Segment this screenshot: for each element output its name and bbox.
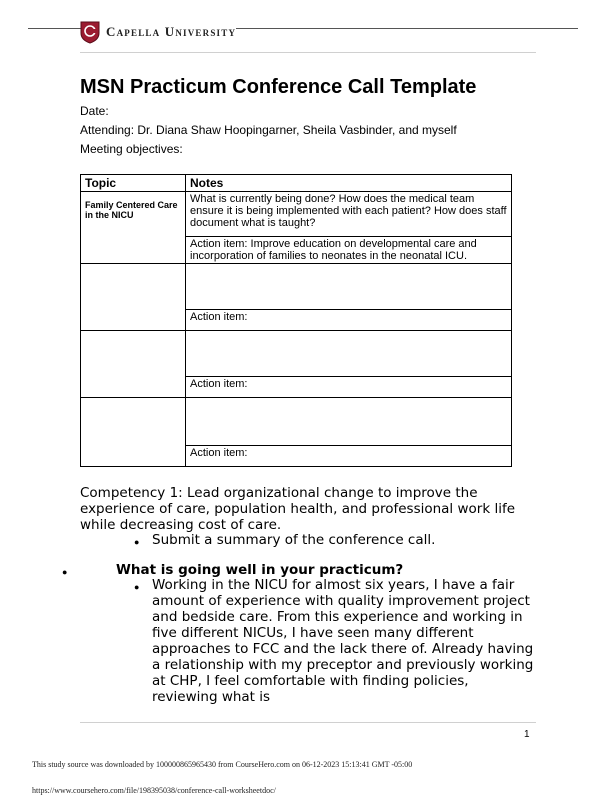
- source-url: https://www.coursehero.com/file/198395038/conference-call-worksheetdoc/: [32, 786, 276, 795]
- answer-paragraph: Working in the NICU for almost six years, I have a fair amount of experience with quality improvement project and bedside care. From this experience and working in five different NICUs, I have seen many different approaches to FCC and the lack there of. Already having a relationship with my preceptor and previously working at CHP, I feel comfortable with finding policies, reviewing what is: [152, 577, 534, 705]
- notes-cell: What is currently being done? How does the medical team ensure it is being implemented with each patient? How does staff document what is taught?: [186, 192, 512, 237]
- question-heading: What is going well in your practicum?: [116, 562, 404, 578]
- action-item-cell: Action item:: [186, 310, 512, 331]
- topic-header: Topic: [81, 175, 186, 192]
- topic-cell: [81, 331, 186, 398]
- document-title: MSN Practicum Conference Call Template: [80, 76, 477, 98]
- action-item-cell: Action item:: [186, 446, 512, 467]
- header-line-left: [28, 28, 86, 29]
- header-rule: [80, 52, 536, 53]
- header-line-right: [236, 28, 578, 29]
- bullet-icon: ●: [134, 582, 140, 592]
- notes-cell: [186, 398, 512, 446]
- bullet-icon: ●: [134, 537, 140, 547]
- objectives-label: Meeting objectives:: [80, 142, 183, 156]
- shield-icon: [80, 20, 100, 44]
- bullet-icon: ●: [62, 567, 68, 577]
- date-label: Date:: [80, 104, 109, 118]
- topic-cell: Family Centered Care in the NICU: [81, 192, 186, 264]
- footer-rule: [80, 722, 536, 723]
- notes-header: Notes: [186, 175, 512, 192]
- action-item-cell: Action item: Improve education on developmental care and incorporation of families to neonates in the neonatal ICU.: [186, 237, 512, 264]
- action-item-cell: Action item:: [186, 377, 512, 398]
- page-number: 1: [524, 729, 530, 740]
- topic-cell: [81, 264, 186, 331]
- attending-line: Attending: Dr. Diana Shaw Hoopingarner, Sheila Vasbinder, and myself: [80, 123, 457, 137]
- notes-cell: [186, 264, 512, 310]
- topic-cell: [81, 398, 186, 467]
- competency-text: Competency 1: Lead organizational change to improve the experience of care, population health, and professional work life while decreasing cost of care.: [80, 485, 515, 533]
- download-notice: This study source was downloaded by 100000865965430 from CourseHero.com on 06-12-2023 15:13:41 GMT -05:00: [32, 760, 413, 769]
- conference-table: [80, 174, 512, 467]
- brand-name: Capella University: [106, 24, 237, 39]
- university-logo: [80, 20, 236, 44]
- submit-bullet: Submit a summary of the conference call.: [152, 532, 436, 548]
- notes-cell: [186, 331, 512, 377]
